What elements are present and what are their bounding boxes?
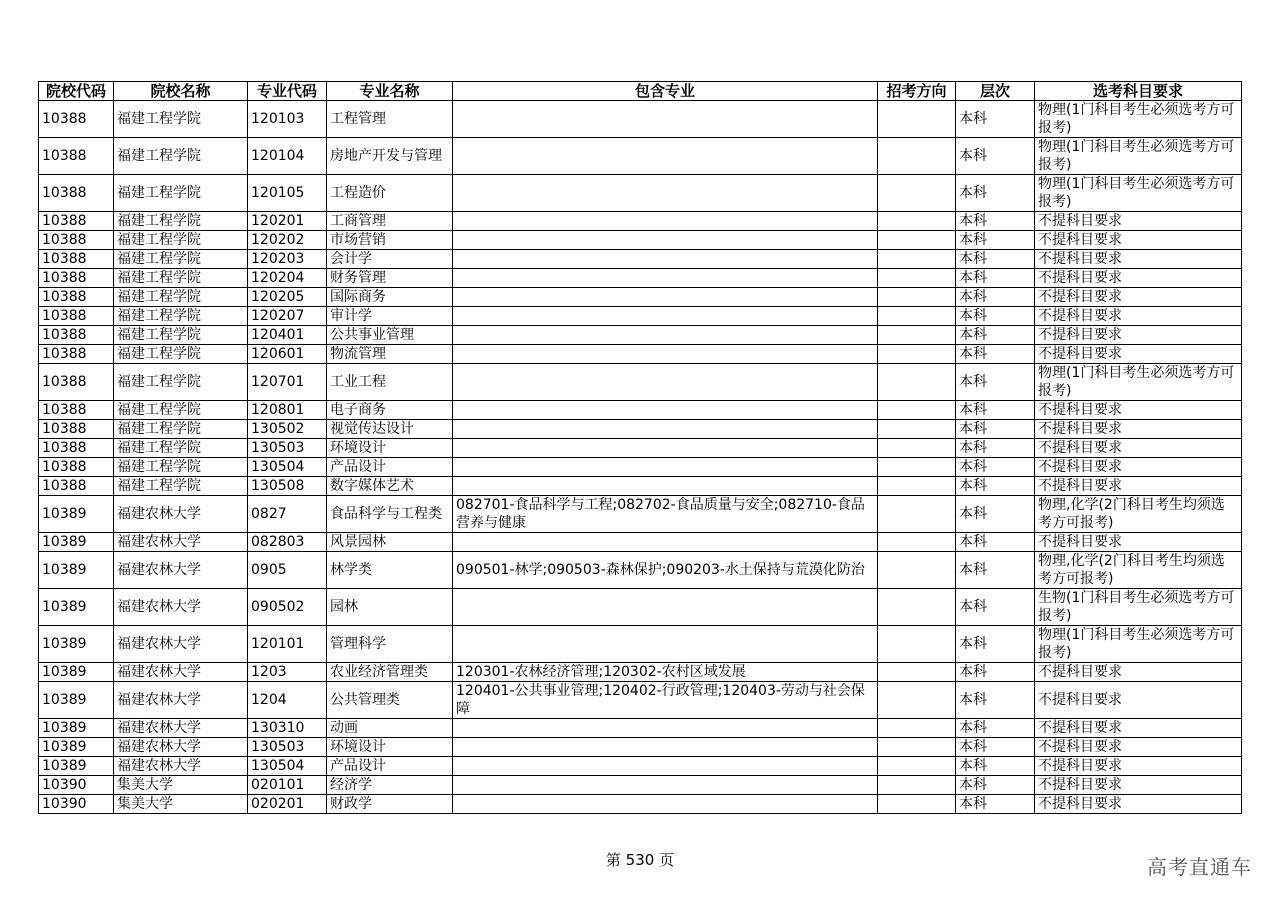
cell-subject-requirement: 不提科目要求 <box>1035 401 1242 420</box>
cell-subject-requirement: 物理(1门科目考生必须选考方可报考) <box>1035 138 1242 175</box>
cell-major-name: 公共事业管理 <box>327 326 453 345</box>
watermark-text: 高考直通车 <box>1147 855 1252 879</box>
cell-level: 本科 <box>956 250 1035 269</box>
cell-subject-requirement: 物理(1门科目考生必须选考方可报考) <box>1035 101 1242 138</box>
cell-school-code: 10389 <box>39 589 114 626</box>
cell-level: 本科 <box>956 364 1035 401</box>
table-row <box>39 719 1242 738</box>
cell-major-code: 130502 <box>248 420 327 439</box>
cell-school-name: 福建农林大学 <box>114 533 248 552</box>
cell-level: 本科 <box>956 307 1035 326</box>
cell-direction <box>878 496 956 533</box>
cell-major-code: 020201 <box>248 795 327 814</box>
cell-school-code: 10388 <box>39 326 114 345</box>
cell-subject-requirement: 不提科目要求 <box>1035 439 1242 458</box>
cell-level: 本科 <box>956 757 1035 776</box>
cell-level: 本科 <box>956 496 1035 533</box>
cell-included-majors <box>453 101 878 138</box>
cell-included-majors <box>453 458 878 477</box>
cell-major-code: 120101 <box>248 626 327 663</box>
cell-level: 本科 <box>956 533 1035 552</box>
cell-subject-requirement: 不提科目要求 <box>1035 776 1242 795</box>
col-header-subject-requirement: 选考科目要求 <box>1035 82 1242 101</box>
cell-major-name: 产品设计 <box>327 757 453 776</box>
cell-school-name: 福建工程学院 <box>114 307 248 326</box>
cell-included-majors <box>453 250 878 269</box>
cell-school-code: 10389 <box>39 757 114 776</box>
cell-level: 本科 <box>956 439 1035 458</box>
table-row <box>39 326 1242 345</box>
cell-direction <box>878 364 956 401</box>
col-header-school-code: 院校代码 <box>39 82 114 101</box>
cell-direction <box>878 795 956 814</box>
cell-major-name: 视觉传达设计 <box>327 420 453 439</box>
col-header-included-majors: 包含专业 <box>453 82 878 101</box>
cell-level: 本科 <box>956 138 1035 175</box>
table-row <box>39 138 1242 175</box>
cell-level: 本科 <box>956 682 1035 719</box>
cell-major-name: 食品科学与工程类 <box>327 496 453 533</box>
table-row <box>39 533 1242 552</box>
cell-major-name: 管理科学 <box>327 626 453 663</box>
cell-subject-requirement: 不提科目要求 <box>1035 288 1242 307</box>
cell-subject-requirement: 不提科目要求 <box>1035 795 1242 814</box>
cell-included-majors: 082701-食品科学与工程;082702-食品质量与安全;082710-食品营养与健康 <box>453 496 878 533</box>
cell-school-code: 10388 <box>39 401 114 420</box>
cell-major-code: 130504 <box>248 458 327 477</box>
col-header-major-name: 专业名称 <box>327 82 453 101</box>
cell-major-code: 0905 <box>248 552 327 589</box>
cell-major-code: 1204 <box>248 682 327 719</box>
table-row <box>39 307 1242 326</box>
cell-major-code: 120701 <box>248 364 327 401</box>
cell-included-majors <box>453 288 878 307</box>
header-row <box>39 82 1242 101</box>
table-row <box>39 175 1242 212</box>
cell-school-code: 10390 <box>39 776 114 795</box>
cell-school-name: 福建农林大学 <box>114 682 248 719</box>
cell-school-code: 10388 <box>39 212 114 231</box>
cell-included-majors <box>453 776 878 795</box>
cell-school-name: 福建农林大学 <box>114 552 248 589</box>
cell-included-majors <box>453 420 878 439</box>
cell-major-name: 会计学 <box>327 250 453 269</box>
cell-school-name: 福建工程学院 <box>114 477 248 496</box>
cell-subject-requirement: 不提科目要求 <box>1035 682 1242 719</box>
table-row <box>39 663 1242 682</box>
cell-school-name: 福建工程学院 <box>114 326 248 345</box>
table-row <box>39 795 1242 814</box>
cell-school-name: 福建工程学院 <box>114 138 248 175</box>
cell-subject-requirement: 不提科目要求 <box>1035 420 1242 439</box>
cell-included-majors <box>453 401 878 420</box>
cell-direction <box>878 458 956 477</box>
table-row <box>39 682 1242 719</box>
cell-level: 本科 <box>956 776 1035 795</box>
cell-direction <box>878 175 956 212</box>
cell-major-code: 130310 <box>248 719 327 738</box>
cell-major-code: 120401 <box>248 326 327 345</box>
cell-included-majors <box>453 719 878 738</box>
cell-subject-requirement: 不提科目要求 <box>1035 477 1242 496</box>
cell-direction <box>878 138 956 175</box>
cell-school-code: 10388 <box>39 101 114 138</box>
cell-level: 本科 <box>956 477 1035 496</box>
cell-included-majors <box>453 364 878 401</box>
page-number: 第 530 页 <box>605 851 675 869</box>
cell-major-code: 120601 <box>248 345 327 364</box>
cell-major-code: 090502 <box>248 589 327 626</box>
cell-school-code: 10389 <box>39 738 114 757</box>
cell-included-majors <box>453 269 878 288</box>
cell-school-code: 10388 <box>39 175 114 212</box>
cell-major-name: 物流管理 <box>327 345 453 364</box>
cell-subject-requirement: 不提科目要求 <box>1035 719 1242 738</box>
cell-major-code: 130503 <box>248 738 327 757</box>
cell-major-code: 120203 <box>248 250 327 269</box>
cell-included-majors: 120301-农林经济管理;120302-农村区域发展 <box>453 663 878 682</box>
cell-direction <box>878 250 956 269</box>
cell-direction <box>878 477 956 496</box>
cell-school-name: 福建农林大学 <box>114 496 248 533</box>
cell-level: 本科 <box>956 326 1035 345</box>
col-header-level: 层次 <box>956 82 1035 101</box>
cell-level: 本科 <box>956 175 1035 212</box>
cell-direction <box>878 719 956 738</box>
cell-school-code: 10388 <box>39 269 114 288</box>
cell-level: 本科 <box>956 663 1035 682</box>
cell-school-name: 集美大学 <box>114 776 248 795</box>
cell-school-code: 10388 <box>39 288 114 307</box>
cell-level: 本科 <box>956 589 1035 626</box>
table-row <box>39 626 1242 663</box>
cell-school-code: 10388 <box>39 307 114 326</box>
cell-school-name: 福建工程学院 <box>114 175 248 212</box>
cell-school-code: 10389 <box>39 663 114 682</box>
cell-major-name: 工业工程 <box>327 364 453 401</box>
cell-school-name: 福建农林大学 <box>114 738 248 757</box>
cell-school-name: 福建工程学院 <box>114 364 248 401</box>
cell-major-code: 120204 <box>248 269 327 288</box>
cell-major-name: 园林 <box>327 589 453 626</box>
cell-major-name: 产品设计 <box>327 458 453 477</box>
col-header-direction: 招考方向 <box>878 82 956 101</box>
cell-included-majors <box>453 757 878 776</box>
cell-direction <box>878 533 956 552</box>
cell-level: 本科 <box>956 101 1035 138</box>
cell-direction <box>878 345 956 364</box>
cell-major-code: 120205 <box>248 288 327 307</box>
cell-school-code: 10388 <box>39 364 114 401</box>
cell-level: 本科 <box>956 345 1035 364</box>
table-row <box>39 231 1242 250</box>
cell-level: 本科 <box>956 269 1035 288</box>
cell-level: 本科 <box>956 212 1035 231</box>
cell-included-majors <box>453 533 878 552</box>
cell-included-majors <box>453 589 878 626</box>
cell-major-name: 电子商务 <box>327 401 453 420</box>
cell-school-name: 福建农林大学 <box>114 663 248 682</box>
cell-subject-requirement: 不提科目要求 <box>1035 269 1242 288</box>
cell-subject-requirement: 不提科目要求 <box>1035 458 1242 477</box>
cell-school-name: 福建工程学院 <box>114 288 248 307</box>
cell-included-majors <box>453 175 878 212</box>
cell-school-name: 福建工程学院 <box>114 401 248 420</box>
cell-major-name: 环境设计 <box>327 439 453 458</box>
cell-direction <box>878 212 956 231</box>
cell-included-majors <box>453 626 878 663</box>
cell-subject-requirement: 不提科目要求 <box>1035 307 1242 326</box>
cell-school-name: 福建工程学院 <box>114 420 248 439</box>
table-row <box>39 212 1242 231</box>
cell-included-majors: 090501-林学;090503-森林保护;090203-水土保持与荒漠化防治 <box>453 552 878 589</box>
cell-school-code: 10388 <box>39 231 114 250</box>
cell-school-code: 10389 <box>39 552 114 589</box>
cell-level: 本科 <box>956 795 1035 814</box>
cell-subject-requirement: 物理(1门科目考生必须选考方可报考) <box>1035 364 1242 401</box>
cell-major-code: 120105 <box>248 175 327 212</box>
cell-major-name: 农业经济管理类 <box>327 663 453 682</box>
cell-school-name: 福建工程学院 <box>114 439 248 458</box>
cell-included-majors <box>453 439 878 458</box>
table-row <box>39 589 1242 626</box>
cell-major-name: 工程管理 <box>327 101 453 138</box>
cell-subject-requirement: 不提科目要求 <box>1035 533 1242 552</box>
cell-major-code: 130503 <box>248 439 327 458</box>
cell-major-name: 财政学 <box>327 795 453 814</box>
cell-subject-requirement: 不提科目要求 <box>1035 212 1242 231</box>
cell-major-name: 国际商务 <box>327 288 453 307</box>
cell-school-code: 10389 <box>39 719 114 738</box>
cell-subject-requirement: 不提科目要求 <box>1035 231 1242 250</box>
cell-included-majors <box>453 345 878 364</box>
cell-level: 本科 <box>956 420 1035 439</box>
cell-level: 本科 <box>956 738 1035 757</box>
cell-school-name: 福建工程学院 <box>114 345 248 364</box>
table-row <box>39 757 1242 776</box>
table-row <box>39 401 1242 420</box>
cell-direction <box>878 420 956 439</box>
cell-direction <box>878 401 956 420</box>
cell-subject-requirement: 物理(1门科目考生必须选考方可报考) <box>1035 175 1242 212</box>
cell-school-code: 10388 <box>39 458 114 477</box>
cell-school-code: 10388 <box>39 345 114 364</box>
cell-subject-requirement: 不提科目要求 <box>1035 345 1242 364</box>
cell-major-code: 130504 <box>248 757 327 776</box>
cell-school-code: 10389 <box>39 626 114 663</box>
cell-level: 本科 <box>956 552 1035 589</box>
cell-subject-requirement: 生物(1门科目考生必须选考方可报考) <box>1035 589 1242 626</box>
cell-major-name: 环境设计 <box>327 738 453 757</box>
table-row <box>39 496 1242 533</box>
cell-included-majors <box>453 326 878 345</box>
cell-direction <box>878 101 956 138</box>
cell-major-code: 120103 <box>248 101 327 138</box>
table-body <box>39 101 1242 814</box>
cell-major-name: 工商管理 <box>327 212 453 231</box>
cell-school-name: 福建农林大学 <box>114 757 248 776</box>
cell-school-code: 10389 <box>39 533 114 552</box>
cell-school-name: 福建农林大学 <box>114 719 248 738</box>
cell-level: 本科 <box>956 719 1035 738</box>
cell-level: 本科 <box>956 231 1035 250</box>
cell-included-majors <box>453 795 878 814</box>
cell-direction <box>878 663 956 682</box>
cell-major-code: 120202 <box>248 231 327 250</box>
cell-major-code: 1203 <box>248 663 327 682</box>
cell-direction <box>878 776 956 795</box>
cell-level: 本科 <box>956 401 1035 420</box>
cell-subject-requirement: 不提科目要求 <box>1035 663 1242 682</box>
table-row <box>39 288 1242 307</box>
cell-major-code: 120207 <box>248 307 327 326</box>
table-row <box>39 458 1242 477</box>
cell-direction <box>878 439 956 458</box>
cell-direction <box>878 326 956 345</box>
cell-direction <box>878 231 956 250</box>
cell-school-name: 福建工程学院 <box>114 458 248 477</box>
cell-direction <box>878 307 956 326</box>
cell-school-code: 10390 <box>39 795 114 814</box>
cell-school-name: 福建工程学院 <box>114 231 248 250</box>
cell-level: 本科 <box>956 288 1035 307</box>
cell-direction <box>878 626 956 663</box>
cell-major-code: 082803 <box>248 533 327 552</box>
table-row <box>39 420 1242 439</box>
cell-school-code: 10388 <box>39 420 114 439</box>
cell-school-name: 福建工程学院 <box>114 250 248 269</box>
cell-school-name: 福建工程学院 <box>114 101 248 138</box>
admission-table <box>38 81 1242 814</box>
cell-subject-requirement: 不提科目要求 <box>1035 738 1242 757</box>
cell-subject-requirement: 不提科目要求 <box>1035 326 1242 345</box>
cell-major-code: 120104 <box>248 138 327 175</box>
cell-major-name: 林学类 <box>327 552 453 589</box>
cell-major-name: 工程造价 <box>327 175 453 212</box>
cell-included-majors <box>453 477 878 496</box>
cell-major-name: 风景园林 <box>327 533 453 552</box>
cell-direction <box>878 757 956 776</box>
cell-direction <box>878 288 956 307</box>
cell-major-code: 120201 <box>248 212 327 231</box>
cell-direction <box>878 682 956 719</box>
cell-direction <box>878 269 956 288</box>
cell-major-name: 经济学 <box>327 776 453 795</box>
cell-direction <box>878 738 956 757</box>
cell-major-name: 公共管理类 <box>327 682 453 719</box>
cell-major-code: 0827 <box>248 496 327 533</box>
table-row <box>39 552 1242 589</box>
cell-major-name: 动画 <box>327 719 453 738</box>
table-row <box>39 345 1242 364</box>
cell-major-code: 020101 <box>248 776 327 795</box>
table-row <box>39 439 1242 458</box>
cell-school-code: 10388 <box>39 439 114 458</box>
cell-level: 本科 <box>956 626 1035 663</box>
table-row <box>39 364 1242 401</box>
cell-subject-requirement: 物理,化学(2门科目考生均须选考方可报考) <box>1035 552 1242 589</box>
cell-school-code: 10388 <box>39 138 114 175</box>
cell-major-name: 数字媒体艺术 <box>327 477 453 496</box>
cell-school-code: 10388 <box>39 250 114 269</box>
cell-major-name: 市场营销 <box>327 231 453 250</box>
cell-major-name: 财务管理 <box>327 269 453 288</box>
cell-included-majors <box>453 307 878 326</box>
cell-major-name: 房地产开发与管理 <box>327 138 453 175</box>
table-row <box>39 776 1242 795</box>
cell-major-code: 120801 <box>248 401 327 420</box>
table-row <box>39 250 1242 269</box>
cell-included-majors <box>453 138 878 175</box>
cell-subject-requirement: 物理,化学(2门科目考生均须选考方可报考) <box>1035 496 1242 533</box>
col-header-major-code: 专业代码 <box>248 82 327 101</box>
cell-included-majors: 120401-公共事业管理;120402-行政管理;120403-劳动与社会保障 <box>453 682 878 719</box>
cell-school-name: 福建工程学院 <box>114 269 248 288</box>
cell-level: 本科 <box>956 458 1035 477</box>
table-row <box>39 101 1242 138</box>
cell-included-majors <box>453 212 878 231</box>
cell-school-code: 10388 <box>39 477 114 496</box>
cell-school-name: 福建农林大学 <box>114 589 248 626</box>
cell-school-name: 福建农林大学 <box>114 626 248 663</box>
cell-direction <box>878 552 956 589</box>
cell-school-code: 10389 <box>39 682 114 719</box>
cell-major-code: 130508 <box>248 477 327 496</box>
cell-subject-requirement: 不提科目要求 <box>1035 250 1242 269</box>
cell-school-code: 10389 <box>39 496 114 533</box>
cell-direction <box>878 589 956 626</box>
table-row <box>39 269 1242 288</box>
cell-included-majors <box>453 231 878 250</box>
col-header-school-name: 院校名称 <box>114 82 248 101</box>
cell-included-majors <box>453 738 878 757</box>
cell-subject-requirement: 不提科目要求 <box>1035 757 1242 776</box>
table-row <box>39 738 1242 757</box>
cell-school-name: 福建工程学院 <box>114 212 248 231</box>
table-row <box>39 477 1242 496</box>
cell-school-name: 集美大学 <box>114 795 248 814</box>
cell-subject-requirement: 物理(1门科目考生必须选考方可报考) <box>1035 626 1242 663</box>
cell-major-name: 审计学 <box>327 307 453 326</box>
